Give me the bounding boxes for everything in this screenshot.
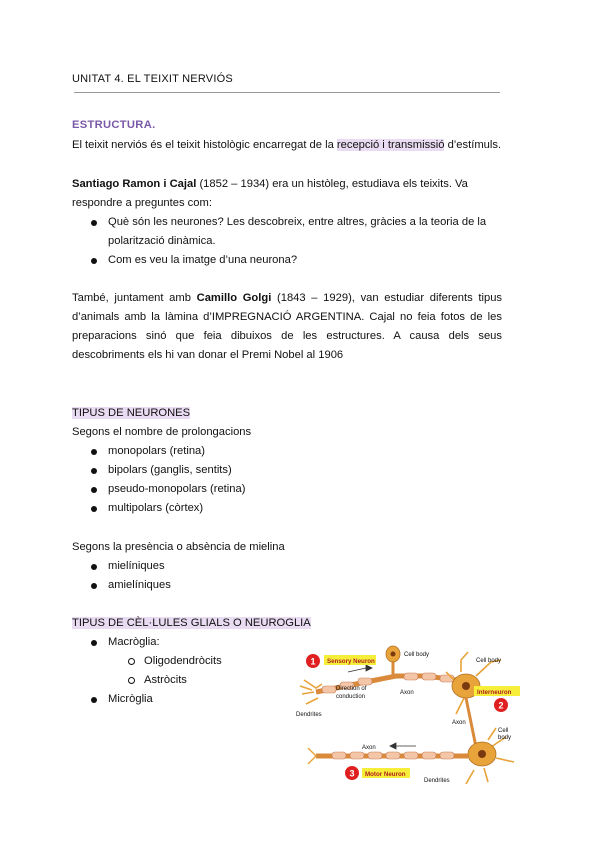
interneuron-axon-icon xyxy=(466,698,476,747)
golgi-name: Camillo Golgi xyxy=(196,292,272,304)
golgi-intro: També, juntament amb xyxy=(72,292,197,304)
badge-1-number: 1 xyxy=(310,656,316,667)
section-heading-neurones xyxy=(72,404,190,423)
motor-axon-icon xyxy=(308,748,468,764)
bullet-icon xyxy=(91,697,97,703)
sensory-cell-body-icon xyxy=(386,646,400,676)
circle-bullet-icon xyxy=(128,658,135,665)
bullet-icon xyxy=(91,449,97,455)
header-divider xyxy=(74,92,500,93)
heading-text: TIPUS DE NEURONES xyxy=(72,407,191,419)
neuron-pathway-diagram xyxy=(296,642,528,792)
definition-paragraph xyxy=(72,136,501,155)
direction-label: Direction of xyxy=(336,686,367,692)
bullet-icon xyxy=(91,487,97,493)
axon-label: Axon xyxy=(362,745,376,751)
cell-body-label: Cell xyxy=(498,728,509,734)
bullet-icon xyxy=(91,506,97,512)
cell-body-label: body xyxy=(498,735,512,741)
axon-label: Axon xyxy=(452,720,466,726)
motor-neuron-label: Motor Neuron xyxy=(365,771,406,778)
direction-label: conduction xyxy=(336,694,366,700)
cell-body-label: Cell body xyxy=(476,658,502,664)
cajal-line-2: respondre a preguntes com: xyxy=(72,197,212,209)
question-2: Com es veu la imatge d’una neurona? xyxy=(108,254,298,266)
section-heading-estructura: ESTRUCTURA. xyxy=(72,119,156,131)
golgi-text: (1843 – 1929), van estudiar diferents tipus d’animals amb la làmina d’IMPREGNACIÓ ARGENTINA. Cajal no feia fotos de les preparacions sinó que feia dibuixos de les estructures. A causa dels seus descobriments els hi van donar el Premi Nobel al 1906 xyxy=(72,292,503,361)
cajal-name: Santiago Ramon i Cajal xyxy=(72,178,197,190)
cajal-intro: (1852 – 1934) era un històleg, estudiava els teixits. Va xyxy=(196,178,468,190)
list-item: bipolars (ganglis, sentits) xyxy=(108,464,232,476)
definition-end: d’estímuls. xyxy=(444,139,502,151)
golgi-paragraph xyxy=(72,289,502,365)
badge-2-number: 2 xyxy=(498,700,504,711)
bullet-icon xyxy=(91,258,97,264)
heading-text: TIPUS DE CÈL·LULES GLIALS O NEUROGLIA xyxy=(72,617,311,629)
definition-text: El teixit nerviós és el teixit histològic encarregat de la xyxy=(72,139,337,151)
question-1-line-1: Què són les neurones? Les descobreix, entre altres, gràcies a la teoria de la xyxy=(108,216,487,228)
bullet-icon xyxy=(91,468,97,474)
neurones-intro-2: Segons la presència o absència de mielina xyxy=(72,541,285,553)
neurones-intro-1: Segons el nombre de prolongacions xyxy=(72,426,252,438)
list-item: Macròglia: xyxy=(108,636,160,648)
bullet-icon xyxy=(91,640,97,646)
list-item: amielíniques xyxy=(108,579,171,591)
sub-list-item: Astròcits xyxy=(144,674,187,686)
dendrites-label: Dendrites xyxy=(424,778,450,784)
interneuron-label: Interneuron xyxy=(477,689,512,696)
list-item: pseudo-monopolars (retina) xyxy=(108,483,246,495)
circle-bullet-icon xyxy=(128,677,135,684)
cell-body-label: Cell body xyxy=(404,652,430,658)
sensory-neuron-label: Sensory Neuron xyxy=(327,658,375,665)
page-title: UNITAT 4. EL TEIXIT NERVIÓS xyxy=(72,73,233,85)
sub-list-item: Oligodendròcits xyxy=(144,655,222,667)
highlighted-term: recepció i transmissió xyxy=(336,139,445,151)
dendrites-label: Dendrites xyxy=(296,712,322,718)
bullet-icon xyxy=(91,564,97,570)
question-1-line-2: polarització dinàmica. xyxy=(108,235,216,247)
list-item: monopolars (retina) xyxy=(108,445,206,457)
list-item: mielíniques xyxy=(108,560,165,572)
axon-label: Axon xyxy=(400,690,414,696)
cajal-line-1 xyxy=(72,175,468,194)
list-item: Micròglia xyxy=(108,693,153,705)
badge-3-number: 3 xyxy=(349,768,355,779)
list-item: multipolars (còrtex) xyxy=(108,502,204,514)
bullet-icon xyxy=(91,583,97,589)
bullet-icon xyxy=(91,220,97,226)
section-heading-glials xyxy=(72,614,311,633)
